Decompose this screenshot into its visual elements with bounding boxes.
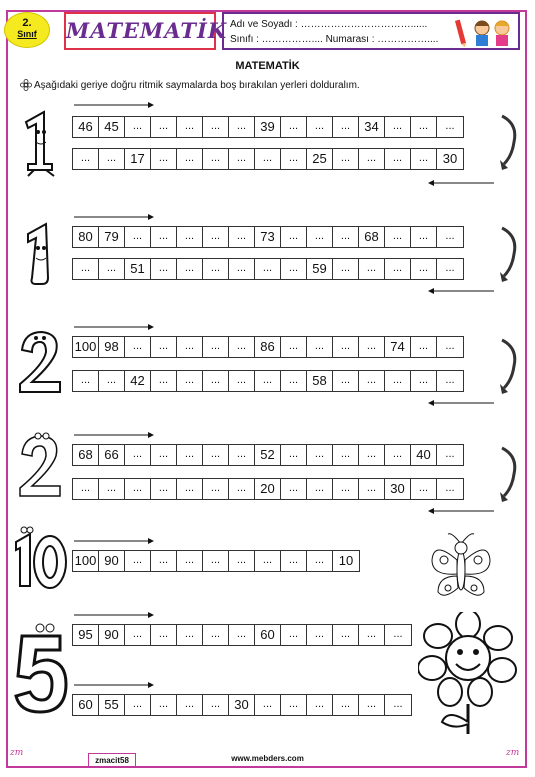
blank-cell[interactable]: ... [333,259,359,279]
blank-cell[interactable]: ... [151,551,177,571]
blank-cell[interactable]: ... [255,149,281,169]
number-cell[interactable]: 30 [442,151,458,166]
blank-cell[interactable]: ... [177,259,203,279]
number-ten-character-icon [10,524,70,594]
right-arrow-icon [74,322,154,332]
grade-badge [4,12,50,48]
grade-label: Sınıf [17,29,37,39]
blank-cell[interactable]: ... [385,117,411,137]
blank-cell[interactable]: ... [307,117,333,137]
left-arrow-icon [428,398,494,408]
blank-cell[interactable]: ... [385,227,411,247]
blank-cell[interactable]: ... [229,551,255,571]
number-cell[interactable]: 60 [255,625,281,645]
grade-number: 2. [22,17,32,29]
blank-cell[interactable]: ... [203,337,229,357]
blank-cell[interactable]: ... [385,445,411,465]
number-one-character-icon [18,220,66,288]
blank-cell[interactable]: ... [177,117,203,137]
sequence-row [72,116,464,138]
blank-cell[interactable]: ... [411,227,437,247]
curved-turn-arrow-icon [500,446,518,502]
number-cell[interactable]: 42 [125,371,151,391]
blank-cell[interactable]: ... [281,551,307,571]
number-cell[interactable]: 59 [307,259,333,279]
page-heading: MATEMATİK [235,60,300,72]
number-cell[interactable]: 51 [125,259,151,279]
blank-cell[interactable]: ... [281,479,307,499]
number-one-character-icon [14,108,68,178]
blank-cell[interactable]: ... [229,625,255,645]
right-arrow-icon [74,536,154,546]
number-cell[interactable]: 74 [385,337,411,357]
name-field[interactable]: Adı ve Soyadı : ……………………………...... [230,19,428,30]
blank-cell[interactable]: ... [125,117,151,137]
number-cell[interactable]: 95 [73,625,99,645]
blank-cell[interactable]: ... [151,625,177,645]
number-cell[interactable]: 68 [73,445,99,465]
blank-cell[interactable]: ... [203,259,229,279]
blank-cell[interactable]: ... [203,149,229,169]
blank-cell[interactable]: ... [359,337,385,357]
number-cell[interactable]: 39 [255,117,281,137]
blank-cell[interactable]: ... [359,695,385,715]
blank-cell[interactable]: ... [445,448,455,460]
blank-cell[interactable]: ... [99,371,125,391]
blank-cell[interactable]: ... [333,479,359,499]
number-cell[interactable]: 98 [99,337,125,357]
number-two-character-icon [14,430,68,500]
blank-cell[interactable]: ... [333,117,359,137]
blank-cell[interactable]: ... [229,445,255,465]
blank-cell[interactable]: ... [411,259,437,279]
blank-cell[interactable]: ... [255,371,281,391]
blank-cell[interactable]: ... [393,628,403,640]
class-number-field[interactable]: Sınıfı : …………….... Numarası : …………….... [230,34,439,45]
subject-title: MATEMATİK [64,12,216,50]
blank-cell[interactable]: ... [445,120,455,132]
blank-cell[interactable]: ... [151,227,177,247]
blank-cell[interactable]: ... [73,371,99,391]
blank-cell[interactable]: ... [307,625,333,645]
left-arrow-icon [428,506,494,516]
corner-mark-right: zm [506,748,520,758]
number-cell[interactable]: 66 [99,445,125,465]
number-cell[interactable]: 60 [73,695,99,715]
blank-cell[interactable]: ... [307,227,333,247]
blank-cell[interactable]: ... [359,259,385,279]
blank-cell[interactable]: ... [229,117,255,137]
blank-cell[interactable]: ... [385,149,411,169]
blank-cell[interactable]: ... [229,227,255,247]
right-arrow-icon [74,610,154,620]
blank-cell[interactable]: ... [177,337,203,357]
butterfly-icon [428,530,494,602]
sequence-row [72,550,360,572]
number-cell[interactable]: 90 [99,551,125,571]
blank-cell[interactable]: ... [229,259,255,279]
instruction-text: Aşağıdaki geriye doğru ritmik saymalarda boş bırakılan yerleri dolduralım. [34,80,360,91]
number-cell[interactable]: 52 [255,445,281,465]
blank-cell[interactable]: ... [255,551,281,571]
number-cell[interactable]: 30 [385,479,411,499]
number-cell[interactable]: 30 [229,695,255,715]
blank-cell[interactable]: ... [151,117,177,137]
blank-cell[interactable]: ... [151,259,177,279]
blank-cell[interactable]: ... [255,695,281,715]
blank-cell[interactable]: ... [151,445,177,465]
blank-cell[interactable]: ... [307,445,333,465]
blank-cell[interactable]: ... [411,337,437,357]
sequence-row [72,694,412,716]
number-cell[interactable]: 58 [307,371,333,391]
blank-cell[interactable]: ... [281,227,307,247]
blank-cell[interactable]: ... [281,117,307,137]
number-cell[interactable]: 80 [73,227,99,247]
blank-cell[interactable]: ... [151,149,177,169]
blank-cell[interactable]: ... [281,149,307,169]
blank-cell[interactable]: ... [445,230,455,242]
blank-cell[interactable]: ... [333,337,359,357]
right-arrow-icon [74,680,154,690]
blank-cell[interactable]: ... [307,337,333,357]
sequence-row [72,336,464,358]
number-cell[interactable]: 90 [99,625,125,645]
blank-cell[interactable]: ... [359,625,385,645]
blank-cell[interactable]: ... [203,227,229,247]
curved-turn-arrow-icon [500,226,518,282]
blank-cell[interactable]: ... [177,371,203,391]
curved-turn-arrow-icon [500,114,518,170]
blank-cell[interactable]: ... [445,482,455,494]
number-cell[interactable]: 34 [359,117,385,137]
blank-cell[interactable]: ... [393,698,403,710]
sequence-row [72,624,412,646]
blank-cell[interactable]: ... [99,479,125,499]
blank-cell[interactable]: ... [281,371,307,391]
number-cell[interactable]: 46 [73,117,99,137]
blank-cell[interactable]: ... [333,371,359,391]
website-link[interactable]: www.mebders.com [231,754,304,763]
blank-cell[interactable]: ... [177,625,203,645]
blank-cell[interactable]: ... [333,625,359,645]
sequence-row [72,148,464,170]
blank-cell[interactable]: ... [203,371,229,391]
blank-cell[interactable]: ... [333,695,359,715]
sequence-row [72,370,464,392]
blank-cell[interactable]: ... [73,479,99,499]
right-arrow-icon [74,100,154,110]
blank-cell[interactable]: ... [333,227,359,247]
blank-cell[interactable]: ... [177,227,203,247]
blank-cell[interactable]: ... [411,149,437,169]
blank-cell[interactable]: ... [333,149,359,169]
blank-cell[interactable]: ... [359,371,385,391]
blank-cell[interactable]: ... [125,337,151,357]
number-five-character-icon [10,622,70,718]
number-cell[interactable]: 79 [99,227,125,247]
number-cell[interactable]: 100 [73,337,99,357]
blank-cell[interactable]: ... [203,625,229,645]
blank-cell[interactable]: ... [333,445,359,465]
blank-cell[interactable]: ... [125,625,151,645]
number-cell[interactable]: 40 [411,445,437,465]
number-cell[interactable]: 73 [255,227,281,247]
blank-cell[interactable]: ... [99,259,125,279]
blank-cell[interactable]: ... [359,149,385,169]
number-cell[interactable]: 45 [99,117,125,137]
right-arrow-icon [74,430,154,440]
smiling-flower-icon [418,612,518,736]
blank-cell[interactable]: ... [151,695,177,715]
blank-cell[interactable]: ... [229,337,255,357]
blank-cell[interactable]: ... [385,371,411,391]
number-cell[interactable]: 100 [73,551,99,571]
number-cell[interactable]: 20 [255,479,281,499]
blank-cell[interactable]: ... [73,149,99,169]
flower-bullet-icon [20,79,32,91]
number-cell[interactable]: 68 [359,227,385,247]
blank-cell[interactable]: ... [151,479,177,499]
blank-cell[interactable]: ... [177,695,203,715]
blank-cell[interactable]: ... [203,695,229,715]
left-arrow-icon [428,178,494,188]
blank-cell[interactable]: ... [125,479,151,499]
number-cell[interactable]: 17 [125,149,151,169]
blank-cell[interactable]: ... [359,445,385,465]
sequence-row [72,444,464,466]
number-cell[interactable]: 55 [99,695,125,715]
blank-cell[interactable]: ... [125,445,151,465]
kids-pencil-icon [454,14,518,48]
right-arrow-icon [74,212,154,222]
blank-cell[interactable]: ... [281,259,307,279]
curved-turn-arrow-icon [500,338,518,394]
sequence-row [72,258,464,280]
blank-cell[interactable]: ... [203,117,229,137]
blank-cell[interactable]: ... [151,337,177,357]
blank-cell[interactable]: ... [203,479,229,499]
blank-cell[interactable]: ... [99,149,125,169]
blank-cell[interactable]: ... [229,479,255,499]
blank-cell[interactable]: ... [229,371,255,391]
blank-cell[interactable]: ... [445,262,455,274]
number-cell[interactable]: 25 [307,149,333,169]
sequence-row [72,478,464,500]
blank-cell[interactable]: ... [385,259,411,279]
blank-cell[interactable]: ... [307,479,333,499]
blank-cell[interactable]: ... [229,149,255,169]
left-arrow-icon [428,286,494,296]
author-tag: zmacit58 [88,753,136,768]
blank-cell[interactable]: ... [359,479,385,499]
number-cell[interactable]: 86 [255,337,281,357]
blank-cell[interactable]: ... [281,625,307,645]
blank-cell[interactable]: ... [151,371,177,391]
blank-cell[interactable]: ... [411,117,437,137]
blank-cell[interactable]: ... [307,551,333,571]
blank-cell[interactable]: ... [411,371,437,391]
blank-cell[interactable]: ... [203,445,229,465]
sequence-row [72,226,464,248]
blank-cell[interactable]: ... [445,340,455,352]
number-two-character-icon [14,328,68,398]
blank-cell[interactable]: ... [445,374,455,386]
blank-cell[interactable]: ... [281,337,307,357]
blank-cell[interactable]: ... [125,695,151,715]
blank-cell[interactable]: ... [281,445,307,465]
corner-mark-left: zm [10,748,24,758]
blank-cell[interactable]: ... [73,259,99,279]
blank-cell[interactable]: ... [411,479,437,499]
blank-cell[interactable]: ... [177,149,203,169]
blank-cell[interactable]: ... [203,551,229,571]
blank-cell[interactable]: ... [177,551,203,571]
blank-cell[interactable]: ... [177,445,203,465]
blank-cell[interactable]: ... [255,259,281,279]
blank-cell[interactable]: ... [125,551,151,571]
blank-cell[interactable]: ... [307,695,333,715]
number-cell[interactable]: 10 [338,553,354,568]
blank-cell[interactable]: ... [281,695,307,715]
blank-cell[interactable]: ... [125,227,151,247]
blank-cell[interactable]: ... [177,479,203,499]
